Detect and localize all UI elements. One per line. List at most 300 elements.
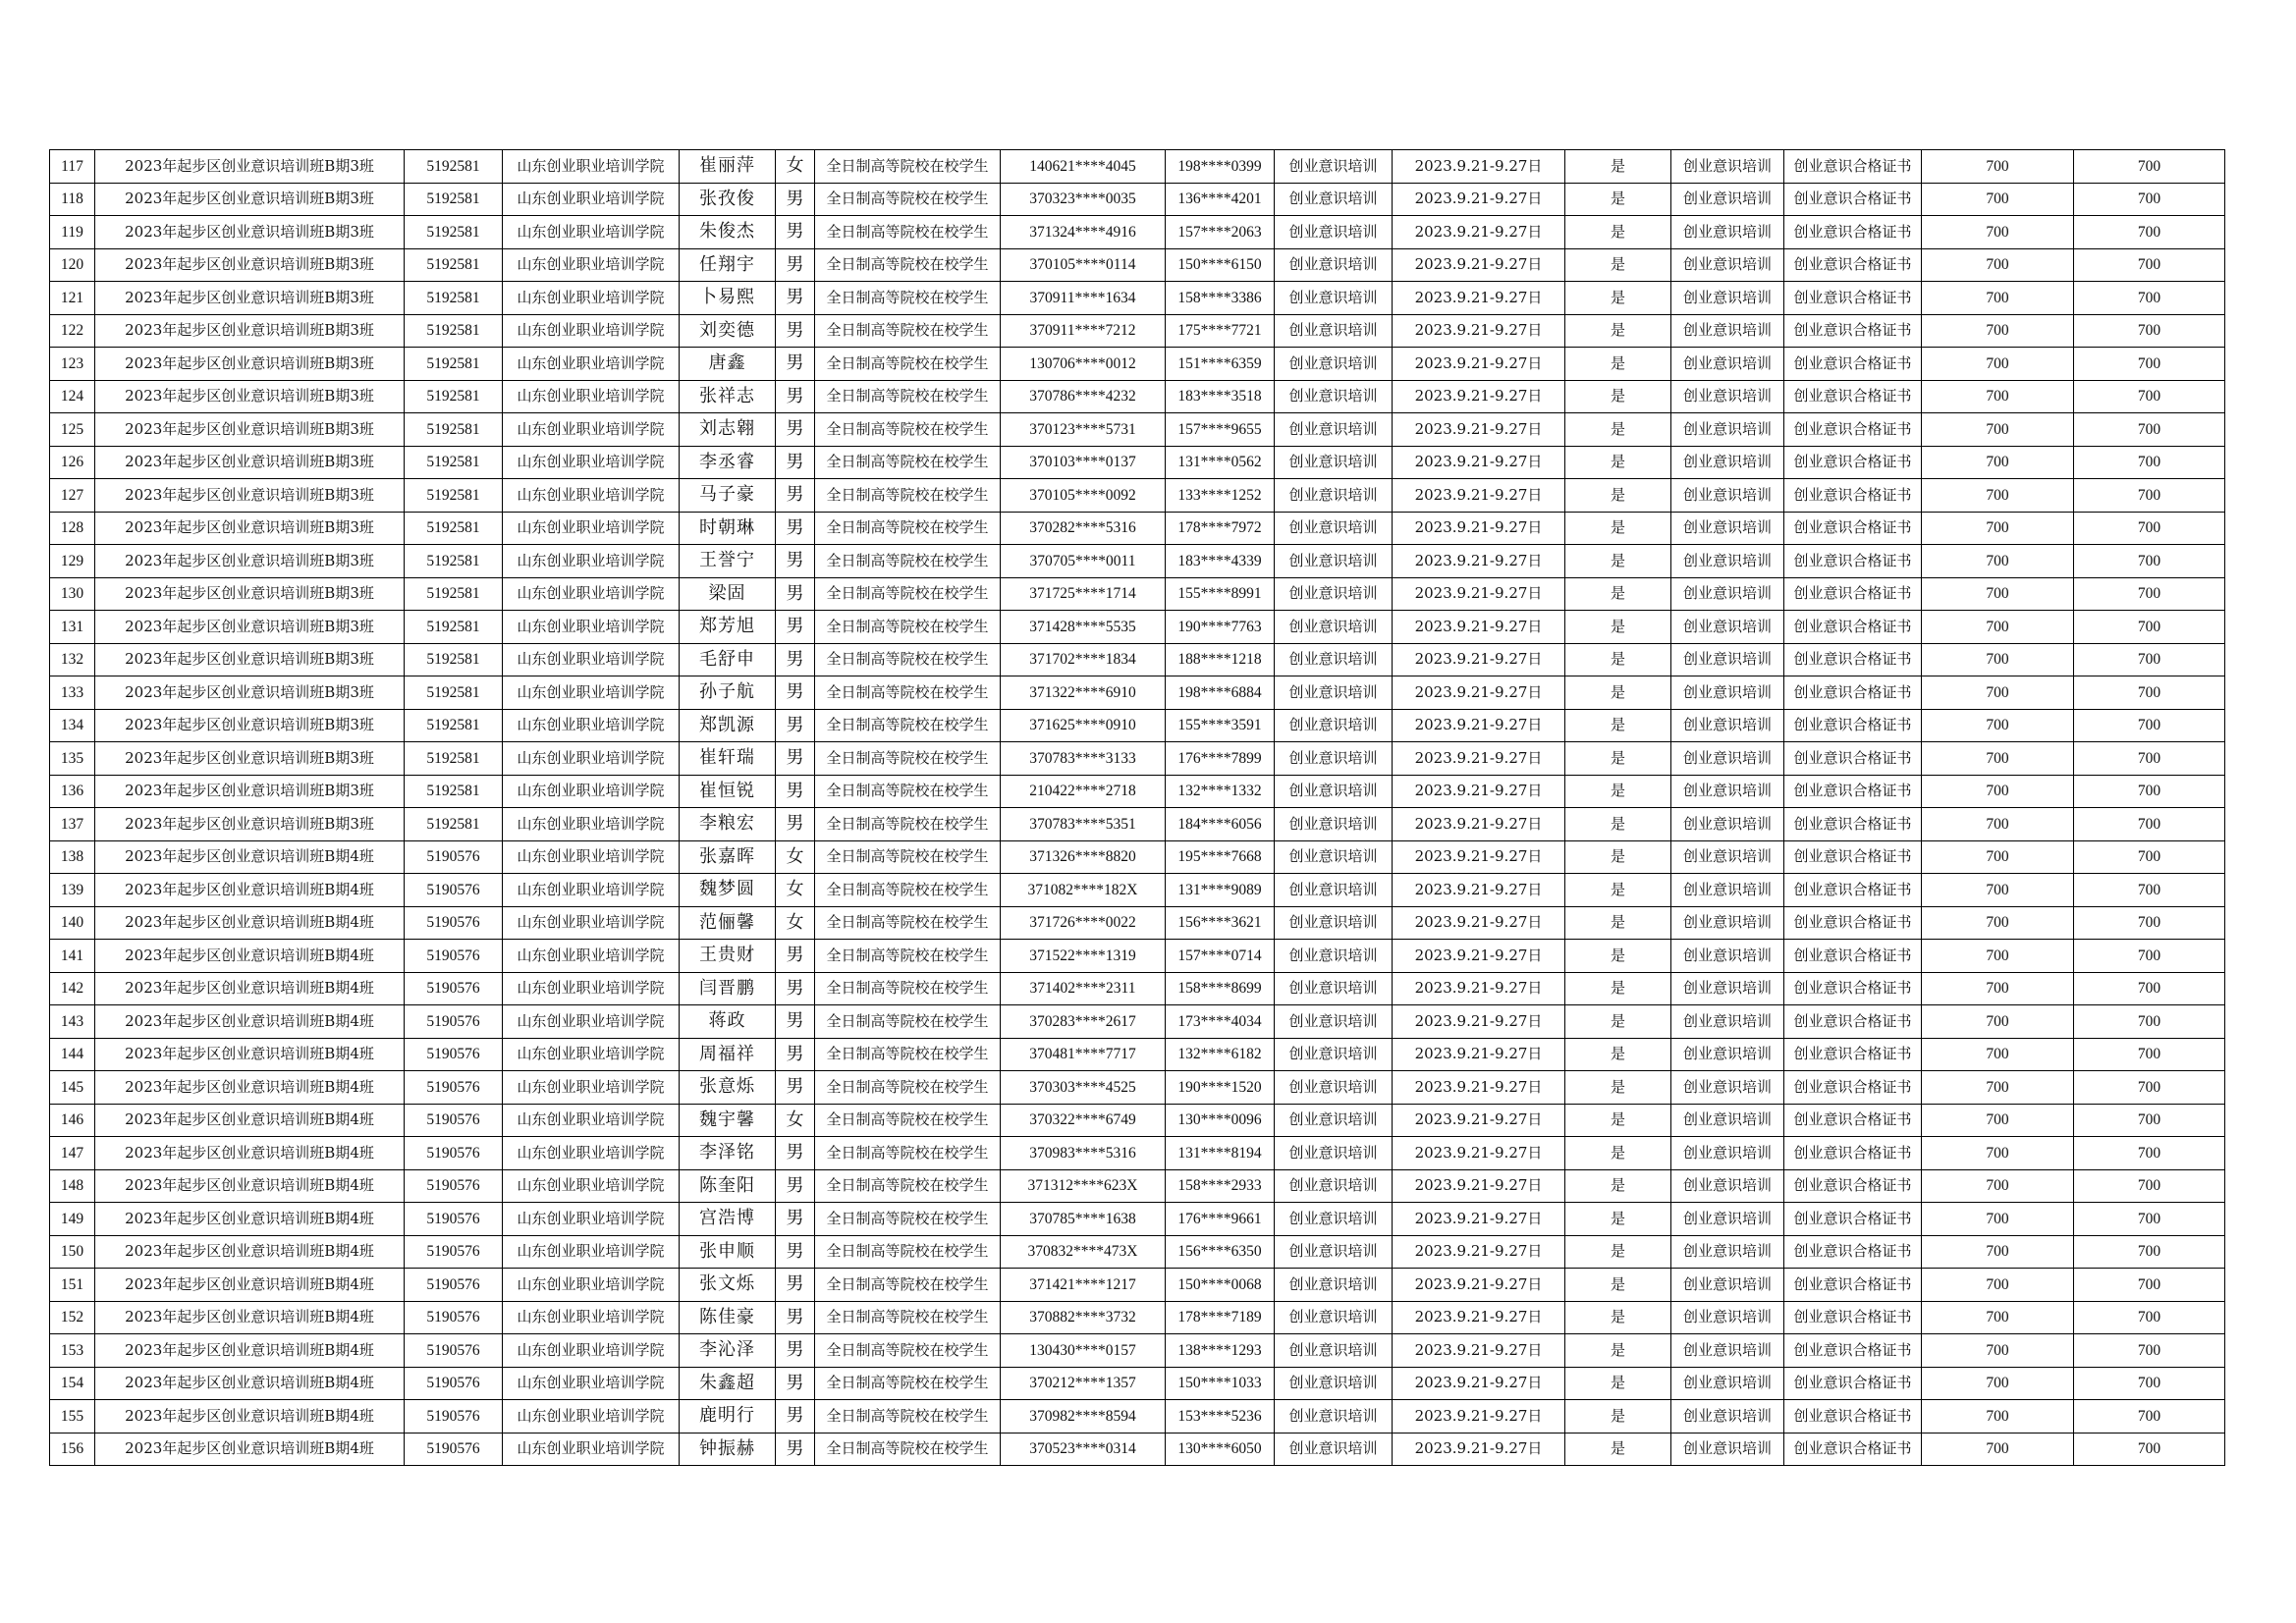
cell-school: 山东创业职业培训学院	[503, 775, 680, 808]
table-row	[50, 906, 2225, 940]
cell-passed: 是	[1565, 479, 1671, 513]
cell-class-id: 5190576	[405, 1038, 503, 1071]
cell-certificate: 创业意识合格证书	[1784, 512, 1922, 545]
cell-passed: 是	[1565, 183, 1671, 216]
cell-fee: 700	[1922, 348, 2074, 381]
cell-subsidy: 700	[2074, 940, 2225, 973]
cell-id-card: 371312****623X	[1001, 1169, 1166, 1203]
cell-category: 全日制高等院校在校学生	[815, 1269, 1001, 1302]
cell-training: 创业意识培训	[1275, 577, 1393, 611]
cell-phone: 158****8699	[1166, 972, 1275, 1005]
cell-id-card: 370882****3732	[1001, 1301, 1166, 1334]
cell-class-id: 5190576	[405, 1104, 503, 1137]
cell-training: 创业意识培训	[1275, 1137, 1393, 1170]
cell-subsidy: 700	[2074, 545, 2225, 578]
cell-school: 山东创业职业培训学院	[503, 1203, 680, 1236]
cell-gender: 男	[776, 479, 815, 513]
cell-certificate: 创业意识合格证书	[1784, 940, 1922, 973]
cell-training: 创业意识培训	[1275, 1334, 1393, 1368]
cell-class-id: 5192581	[405, 282, 503, 315]
cell-category: 全日制高等院校在校学生	[815, 282, 1001, 315]
cell-phone: 150****6150	[1166, 248, 1275, 282]
cell-passed: 是	[1565, 1367, 1671, 1400]
cell-class: 2023年起步区创业意识培训班B期3班	[95, 446, 405, 479]
cell-passed: 是	[1565, 840, 1671, 874]
table-row	[50, 348, 2225, 381]
cell-subsidy: 700	[2074, 512, 2225, 545]
cell-phone: 131****0562	[1166, 446, 1275, 479]
cell-training: 创业意识培训	[1275, 1433, 1393, 1466]
cell-fee: 700	[1922, 1005, 2074, 1039]
cell-subsidy: 700	[2074, 1334, 2225, 1368]
cell-gender: 男	[776, 413, 815, 447]
cell-training: 创业意识培训	[1275, 972, 1393, 1005]
cell-name: 郑芳旭	[680, 611, 776, 644]
cell-school: 山东创业职业培训学院	[503, 1005, 680, 1039]
cell-class-id: 5192581	[405, 577, 503, 611]
cell-class: 2023年起步区创业意识培训班B期3班	[95, 183, 405, 216]
cell-class: 2023年起步区创业意识培训班B期4班	[95, 1203, 405, 1236]
cell-certificate: 创业意识合格证书	[1784, 248, 1922, 282]
cell-id-card: 371402****2311	[1001, 972, 1166, 1005]
cell-school: 山东创业职业培训学院	[503, 906, 680, 940]
cell-no: 122	[50, 314, 95, 348]
cell-no: 127	[50, 479, 95, 513]
cell-id-card: 130706****0012	[1001, 348, 1166, 381]
cell-subsidy: 700	[2074, 446, 2225, 479]
cell-passed: 是	[1565, 413, 1671, 447]
table-row	[50, 183, 2225, 216]
cell-class: 2023年起步区创业意识培训班B期3班	[95, 413, 405, 447]
table-row	[50, 314, 2225, 348]
cell-school: 山东创业职业培训学院	[503, 413, 680, 447]
cell-class-id: 5192581	[405, 775, 503, 808]
cell-training: 创业意识培训	[1275, 709, 1393, 742]
cell-class-id: 5190576	[405, 874, 503, 907]
cell-name: 崔恒锐	[680, 775, 776, 808]
cell-fee: 700	[1922, 1203, 2074, 1236]
table-row	[50, 1137, 2225, 1170]
cell-class: 2023年起步区创业意识培训班B期4班	[95, 1400, 405, 1434]
cell-certificate: 创业意识合格证书	[1784, 1334, 1922, 1368]
cell-type: 创业意识培训	[1671, 676, 1784, 710]
cell-period: 2023.9.21-9.27日	[1393, 1005, 1565, 1039]
cell-subsidy: 700	[2074, 1400, 2225, 1434]
cell-school: 山东创业职业培训学院	[503, 742, 680, 776]
cell-gender: 男	[776, 611, 815, 644]
cell-school: 山东创业职业培训学院	[503, 577, 680, 611]
cell-id-card: 371625****0910	[1001, 709, 1166, 742]
cell-phone: 195****7668	[1166, 840, 1275, 874]
cell-school: 山东创业职业培训学院	[503, 1269, 680, 1302]
cell-class-id: 5190576	[405, 1203, 503, 1236]
cell-phone: 198****6884	[1166, 676, 1275, 710]
cell-name: 张嘉晖	[680, 840, 776, 874]
cell-type: 创业意识培训	[1671, 545, 1784, 578]
cell-fee: 700	[1922, 1169, 2074, 1203]
cell-id-card: 370322****6749	[1001, 1104, 1166, 1137]
cell-training: 创业意识培训	[1275, 248, 1393, 282]
cell-period: 2023.9.21-9.27日	[1393, 906, 1565, 940]
cell-training: 创业意识培训	[1275, 1235, 1393, 1269]
cell-no: 130	[50, 577, 95, 611]
cell-school: 山东创业职业培训学院	[503, 512, 680, 545]
cell-passed: 是	[1565, 380, 1671, 413]
cell-school: 山东创业职业培训学院	[503, 1137, 680, 1170]
cell-training: 创业意识培训	[1275, 742, 1393, 776]
cell-fee: 700	[1922, 314, 2074, 348]
cell-gender: 男	[776, 808, 815, 841]
cell-type: 创业意识培训	[1671, 413, 1784, 447]
cell-name: 宫浩博	[680, 1203, 776, 1236]
cell-school: 山东创业职业培训学院	[503, 216, 680, 249]
cell-class-id: 5192581	[405, 413, 503, 447]
cell-type: 创业意识培训	[1671, 972, 1784, 1005]
cell-class: 2023年起步区创业意识培训班B期3班	[95, 248, 405, 282]
cell-class-id: 5190576	[405, 1169, 503, 1203]
cell-school: 山东创业职业培训学院	[503, 940, 680, 973]
cell-passed: 是	[1565, 742, 1671, 776]
table-row	[50, 676, 2225, 710]
cell-certificate: 创业意识合格证书	[1784, 1269, 1922, 1302]
cell-no: 125	[50, 413, 95, 447]
cell-class: 2023年起步区创业意识培训班B期4班	[95, 840, 405, 874]
cell-phone: 150****0068	[1166, 1269, 1275, 1302]
cell-certificate: 创业意识合格证书	[1784, 150, 1922, 184]
cell-class-id: 5190576	[405, 1433, 503, 1466]
cell-school: 山东创业职业培训学院	[503, 150, 680, 184]
cell-no: 118	[50, 183, 95, 216]
cell-period: 2023.9.21-9.27日	[1393, 742, 1565, 776]
cell-class: 2023年起步区创业意识培训班B期3班	[95, 150, 405, 184]
cell-phone: 157****9655	[1166, 413, 1275, 447]
cell-phone: 190****7763	[1166, 611, 1275, 644]
cell-fee: 700	[1922, 413, 2074, 447]
cell-no: 120	[50, 248, 95, 282]
cell-fee: 700	[1922, 972, 2074, 1005]
cell-passed: 是	[1565, 1433, 1671, 1466]
cell-category: 全日制高等院校在校学生	[815, 808, 1001, 841]
cell-class-id: 5192581	[405, 545, 503, 578]
cell-type: 创业意识培训	[1671, 742, 1784, 776]
table-row	[50, 874, 2225, 907]
table-row	[50, 1301, 2225, 1334]
cell-training: 创业意识培训	[1275, 183, 1393, 216]
cell-type: 创业意识培训	[1671, 577, 1784, 611]
cell-gender: 男	[776, 1005, 815, 1039]
cell-phone: 136****4201	[1166, 183, 1275, 216]
cell-class-id: 5192581	[405, 479, 503, 513]
cell-class-id: 5192581	[405, 512, 503, 545]
cell-id-card: 370523****0314	[1001, 1433, 1166, 1466]
cell-training: 创业意识培训	[1275, 874, 1393, 907]
cell-passed: 是	[1565, 512, 1671, 545]
cell-passed: 是	[1565, 216, 1671, 249]
cell-type: 创业意识培训	[1671, 380, 1784, 413]
cell-certificate: 创业意识合格证书	[1784, 1235, 1922, 1269]
cell-training: 创业意识培训	[1275, 446, 1393, 479]
cell-id-card: 130430****0157	[1001, 1334, 1166, 1368]
cell-phone: 157****2063	[1166, 216, 1275, 249]
cell-type: 创业意识培训	[1671, 282, 1784, 315]
cell-class: 2023年起步区创业意识培训班B期3班	[95, 216, 405, 249]
cell-class: 2023年起步区创业意识培训班B期3班	[95, 545, 405, 578]
cell-name: 刘奕德	[680, 314, 776, 348]
cell-gender: 男	[776, 643, 815, 676]
cell-certificate: 创业意识合格证书	[1784, 479, 1922, 513]
cell-certificate: 创业意识合格证书	[1784, 874, 1922, 907]
cell-passed: 是	[1565, 1235, 1671, 1269]
cell-subsidy: 700	[2074, 1269, 2225, 1302]
cell-subsidy: 700	[2074, 216, 2225, 249]
cell-gender: 男	[776, 1203, 815, 1236]
cell-id-card: 371326****8820	[1001, 840, 1166, 874]
cell-period: 2023.9.21-9.27日	[1393, 1334, 1565, 1368]
cell-training: 创业意识培训	[1275, 1367, 1393, 1400]
cell-class: 2023年起步区创业意识培训班B期3班	[95, 348, 405, 381]
cell-type: 创业意识培训	[1671, 479, 1784, 513]
cell-type: 创业意识培训	[1671, 1137, 1784, 1170]
cell-fee: 700	[1922, 1400, 2074, 1434]
cell-training: 创业意识培训	[1275, 808, 1393, 841]
cell-type: 创业意识培训	[1671, 1334, 1784, 1368]
cell-fee: 700	[1922, 446, 2074, 479]
cell-gender: 男	[776, 1169, 815, 1203]
cell-class: 2023年起步区创业意识培训班B期3班	[95, 380, 405, 413]
cell-passed: 是	[1565, 906, 1671, 940]
cell-name: 陈奎阳	[680, 1169, 776, 1203]
cell-phone: 198****0399	[1166, 150, 1275, 184]
cell-class: 2023年起步区创业意识培训班B期4班	[95, 1104, 405, 1137]
cell-passed: 是	[1565, 248, 1671, 282]
cell-class-id: 5190576	[405, 1334, 503, 1368]
cell-gender: 男	[776, 1301, 815, 1334]
cell-fee: 700	[1922, 1038, 2074, 1071]
cell-certificate: 创业意识合格证书	[1784, 676, 1922, 710]
cell-no: 117	[50, 150, 95, 184]
cell-subsidy: 700	[2074, 742, 2225, 776]
cell-training: 创业意识培训	[1275, 1104, 1393, 1137]
cell-period: 2023.9.21-9.27日	[1393, 874, 1565, 907]
cell-category: 全日制高等院校在校学生	[815, 874, 1001, 907]
cell-certificate: 创业意识合格证书	[1784, 1137, 1922, 1170]
cell-subsidy: 700	[2074, 1071, 2225, 1105]
cell-subsidy: 700	[2074, 840, 2225, 874]
cell-period: 2023.9.21-9.27日	[1393, 1400, 1565, 1434]
table-row	[50, 282, 2225, 315]
cell-name: 崔轩瑞	[680, 742, 776, 776]
cell-certificate: 创业意识合格证书	[1784, 545, 1922, 578]
roster-body	[50, 150, 2225, 1466]
cell-type: 创业意识培训	[1671, 1235, 1784, 1269]
table-row	[50, 479, 2225, 513]
cell-category: 全日制高等院校在校学生	[815, 940, 1001, 973]
cell-phone: 153****5236	[1166, 1400, 1275, 1434]
cell-passed: 是	[1565, 446, 1671, 479]
table-row	[50, 248, 2225, 282]
cell-training: 创业意识培训	[1275, 348, 1393, 381]
cell-training: 创业意识培训	[1275, 1269, 1393, 1302]
cell-phone: 158****2933	[1166, 1169, 1275, 1203]
cell-training: 创业意识培训	[1275, 1005, 1393, 1039]
cell-school: 山东创业职业培训学院	[503, 709, 680, 742]
cell-subsidy: 700	[2074, 577, 2225, 611]
cell-no: 136	[50, 775, 95, 808]
cell-certificate: 创业意识合格证书	[1784, 808, 1922, 841]
cell-category: 全日制高等院校在校学生	[815, 1169, 1001, 1203]
cell-passed: 是	[1565, 150, 1671, 184]
cell-fee: 700	[1922, 248, 2074, 282]
cell-period: 2023.9.21-9.27日	[1393, 446, 1565, 479]
cell-passed: 是	[1565, 940, 1671, 973]
cell-period: 2023.9.21-9.27日	[1393, 512, 1565, 545]
cell-gender: 男	[776, 183, 815, 216]
cell-school: 山东创业职业培训学院	[503, 314, 680, 348]
cell-fee: 700	[1922, 216, 2074, 249]
cell-class-id: 5190576	[405, 1269, 503, 1302]
cell-class: 2023年起步区创业意识培训班B期4班	[95, 940, 405, 973]
cell-gender: 男	[776, 1269, 815, 1302]
cell-name: 张祥志	[680, 380, 776, 413]
cell-school: 山东创业职业培训学院	[503, 1367, 680, 1400]
cell-fee: 700	[1922, 1235, 2074, 1269]
cell-fee: 700	[1922, 940, 2074, 973]
cell-class-id: 5190576	[405, 972, 503, 1005]
cell-name: 周福祥	[680, 1038, 776, 1071]
cell-id-card: 370785****1638	[1001, 1203, 1166, 1236]
cell-class: 2023年起步区创业意识培训班B期3班	[95, 643, 405, 676]
cell-id-card: 370303****4525	[1001, 1071, 1166, 1105]
cell-gender: 男	[776, 512, 815, 545]
cell-type: 创业意识培训	[1671, 216, 1784, 249]
cell-fee: 700	[1922, 643, 2074, 676]
cell-no: 151	[50, 1269, 95, 1302]
cell-school: 山东创业职业培训学院	[503, 348, 680, 381]
cell-subsidy: 700	[2074, 1038, 2225, 1071]
cell-class-id: 5190576	[405, 1367, 503, 1400]
cell-period: 2023.9.21-9.27日	[1393, 150, 1565, 184]
cell-passed: 是	[1565, 1071, 1671, 1105]
cell-training: 创业意识培训	[1275, 1038, 1393, 1071]
cell-class: 2023年起步区创业意识培训班B期3班	[95, 577, 405, 611]
cell-class: 2023年起步区创业意识培训班B期3班	[95, 808, 405, 841]
cell-id-card: 370983****5316	[1001, 1137, 1166, 1170]
cell-no: 144	[50, 1038, 95, 1071]
cell-no: 154	[50, 1367, 95, 1400]
cell-fee: 700	[1922, 611, 2074, 644]
cell-category: 全日制高等院校在校学生	[815, 1235, 1001, 1269]
cell-gender: 男	[776, 676, 815, 710]
cell-class: 2023年起步区创业意识培训班B期4班	[95, 1071, 405, 1105]
cell-id-card: 371725****1714	[1001, 577, 1166, 611]
cell-training: 创业意识培训	[1275, 545, 1393, 578]
table-row	[50, 1005, 2225, 1039]
cell-fee: 700	[1922, 709, 2074, 742]
cell-subsidy: 700	[2074, 150, 2225, 184]
cell-passed: 是	[1565, 611, 1671, 644]
cell-gender: 男	[776, 1400, 815, 1434]
cell-type: 创业意识培训	[1671, 808, 1784, 841]
cell-gender: 男	[776, 742, 815, 776]
cell-category: 全日制高等院校在校学生	[815, 676, 1001, 710]
cell-id-card: 370323****0035	[1001, 183, 1166, 216]
cell-category: 全日制高等院校在校学生	[815, 479, 1001, 513]
cell-name: 朱俊杰	[680, 216, 776, 249]
cell-category: 全日制高等院校在校学生	[815, 1137, 1001, 1170]
cell-name: 李沁泽	[680, 1334, 776, 1368]
cell-type: 创业意识培训	[1671, 1203, 1784, 1236]
cell-subsidy: 700	[2074, 1203, 2225, 1236]
cell-id-card: 370105****0114	[1001, 248, 1166, 282]
cell-certificate: 创业意识合格证书	[1784, 413, 1922, 447]
cell-subsidy: 700	[2074, 611, 2225, 644]
cell-certificate: 创业意识合格证书	[1784, 742, 1922, 776]
cell-period: 2023.9.21-9.27日	[1393, 1269, 1565, 1302]
cell-gender: 男	[776, 545, 815, 578]
cell-subsidy: 700	[2074, 1433, 2225, 1466]
cell-certificate: 创业意识合格证书	[1784, 643, 1922, 676]
cell-phone: 158****3386	[1166, 282, 1275, 315]
cell-subsidy: 700	[2074, 676, 2225, 710]
cell-fee: 700	[1922, 1334, 2074, 1368]
cell-training: 创业意识培训	[1275, 676, 1393, 710]
cell-id-card: 371082****182X	[1001, 874, 1166, 907]
cell-subsidy: 700	[2074, 643, 2225, 676]
cell-id-card: 370283****2617	[1001, 1005, 1166, 1039]
cell-subsidy: 700	[2074, 1137, 2225, 1170]
cell-school: 山东创业职业培训学院	[503, 248, 680, 282]
cell-certificate: 创业意识合格证书	[1784, 183, 1922, 216]
cell-phone: 132****1332	[1166, 775, 1275, 808]
cell-passed: 是	[1565, 972, 1671, 1005]
cell-id-card: 370481****7717	[1001, 1038, 1166, 1071]
cell-id-card: 210422****2718	[1001, 775, 1166, 808]
cell-type: 创业意识培训	[1671, 709, 1784, 742]
cell-period: 2023.9.21-9.27日	[1393, 183, 1565, 216]
cell-period: 2023.9.21-9.27日	[1393, 1203, 1565, 1236]
cell-category: 全日制高等院校在校学生	[815, 413, 1001, 447]
cell-name: 魏宇馨	[680, 1104, 776, 1137]
cell-gender: 男	[776, 1071, 815, 1105]
cell-period: 2023.9.21-9.27日	[1393, 775, 1565, 808]
table-row	[50, 1203, 2225, 1236]
cell-id-card: 370105****0092	[1001, 479, 1166, 513]
cell-school: 山东创业职业培训学院	[503, 643, 680, 676]
cell-type: 创业意识培训	[1671, 1038, 1784, 1071]
cell-name: 刘志翱	[680, 413, 776, 447]
cell-subsidy: 700	[2074, 972, 2225, 1005]
cell-passed: 是	[1565, 1269, 1671, 1302]
cell-subsidy: 700	[2074, 1301, 2225, 1334]
cell-gender: 男	[776, 972, 815, 1005]
cell-period: 2023.9.21-9.27日	[1393, 216, 1565, 249]
cell-name: 张申顺	[680, 1235, 776, 1269]
cell-school: 山东创业职业培训学院	[503, 1433, 680, 1466]
cell-class-id: 5190576	[405, 840, 503, 874]
cell-category: 全日制高等院校在校学生	[815, 1104, 1001, 1137]
cell-no: 126	[50, 446, 95, 479]
cell-fee: 700	[1922, 742, 2074, 776]
cell-period: 2023.9.21-9.27日	[1393, 972, 1565, 1005]
cell-school: 山东创业职业培训学院	[503, 183, 680, 216]
cell-id-card: 371324****4916	[1001, 216, 1166, 249]
cell-passed: 是	[1565, 1104, 1671, 1137]
cell-no: 139	[50, 874, 95, 907]
cell-type: 创业意识培训	[1671, 348, 1784, 381]
cell-school: 山东创业职业培训学院	[503, 380, 680, 413]
cell-class-id: 5192581	[405, 676, 503, 710]
table-row	[50, 577, 2225, 611]
